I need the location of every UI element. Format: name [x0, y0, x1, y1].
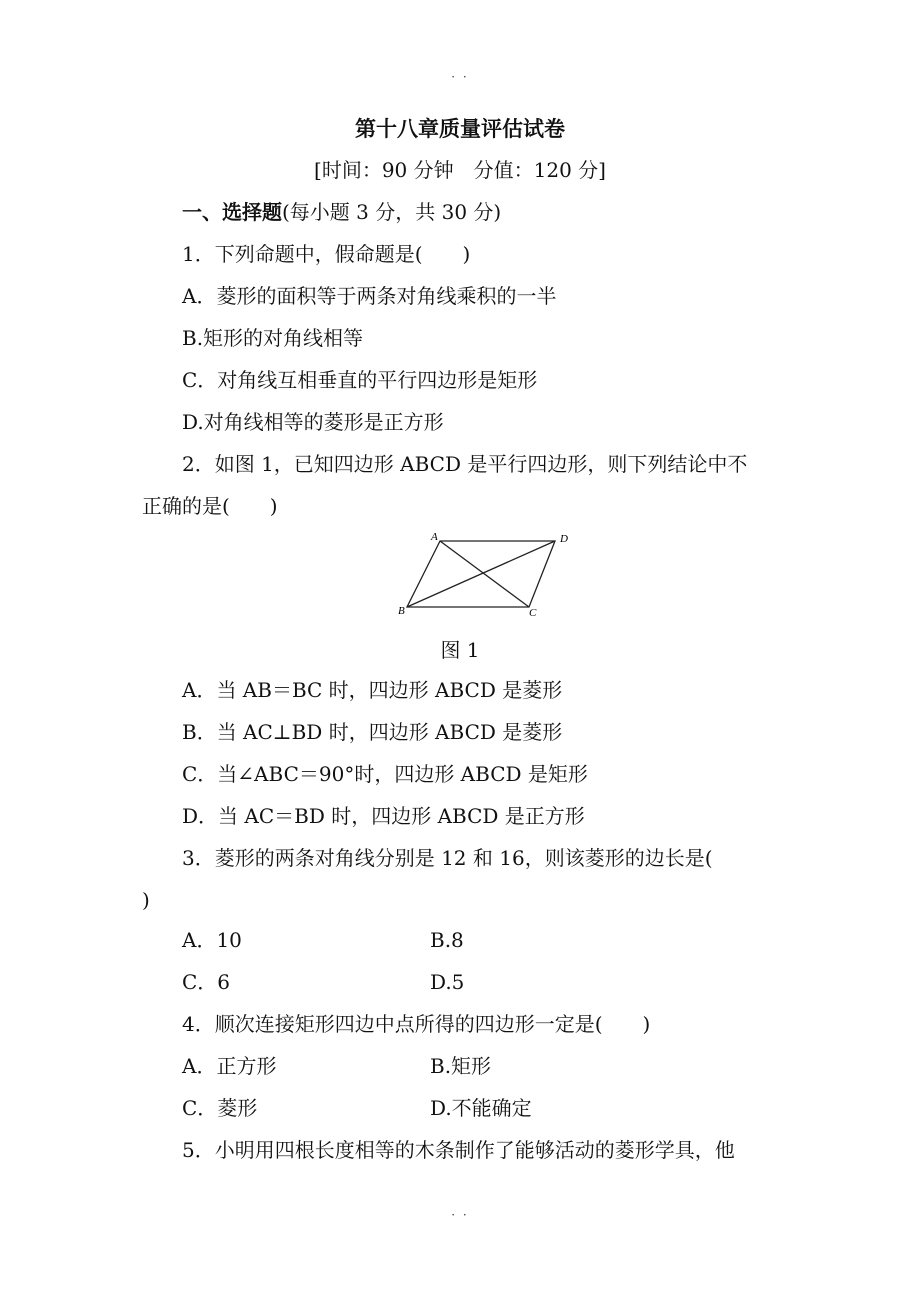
q3-option-d: D.5 [430, 970, 465, 994]
vertex-label-a: A [431, 531, 438, 543]
q4-stem: 4．顺次连接矩形四边中点所得的四边形一定是( ) [182, 1012, 651, 1036]
footer-dots: · · [451, 1208, 469, 1222]
q2-stem-line2: 正确的是( ) [142, 494, 278, 518]
vertex-label-b: B [398, 605, 405, 617]
q1-option-c: C．对角线互相垂直的平行四边形是矩形 [182, 368, 538, 392]
section-title: 一、选择题 [182, 200, 282, 224]
vertex-label-d: D [560, 533, 568, 545]
q1-option-b: B.矩形的对角线相等 [182, 326, 364, 350]
q4-option-b: B.矩形 [430, 1054, 492, 1078]
exam-info: [时间：90 分钟 分值：120 分] [314, 158, 606, 182]
diagonal-ac [440, 541, 529, 607]
q1-option-a: A．菱形的面积等于两条对角线乘积的一半 [182, 284, 557, 308]
q4-option-d: D.不能确定 [430, 1096, 532, 1120]
q2-stem-line1: 2．如图 1，已知四边形 ABCD 是平行四边形，则下列结论中不 [182, 452, 748, 476]
q2-option-a: A．当 AB＝BC 时，四边形 ABCD 是菱形 [182, 678, 563, 702]
q3-option-b: B.8 [430, 928, 464, 952]
q2-option-d: D．当 AC＝BD 时，四边形 ABCD 是正方形 [182, 804, 585, 828]
q1-option-d: D.对角线相等的菱形是正方形 [182, 410, 444, 434]
q5-stem-line1: 5．小明用四根长度相等的木条制作了能够活动的菱形学具，他 [182, 1138, 735, 1162]
q4-option-a: A．正方形 [182, 1054, 277, 1078]
figure-caption: 图 1 [440, 638, 480, 662]
q3-option-c: C．6 [182, 970, 231, 994]
section-note: (每小题 3 分，共 30 分) [282, 200, 502, 224]
section-heading [182, 198, 501, 226]
q1-stem: 1．下列命题中，假命题是( ) [182, 242, 471, 266]
q4-option-c: C．菱形 [182, 1096, 258, 1120]
q2-option-b: B．当 AC⊥BD 时，四边形 ABCD 是菱形 [182, 720, 563, 744]
q3-stem-line1: 3．菱形的两条对角线分别是 12 和 16，则该菱形的边长是( [182, 846, 713, 870]
q3-stem-line2: ) [142, 888, 150, 912]
header-dots: · · [451, 70, 469, 84]
parallelogram-figure [395, 530, 575, 618]
vertex-label-c: C [529, 607, 537, 618]
q3-option-a: A．10 [182, 928, 242, 952]
page-title: 第十八章质量评估试卷 [355, 116, 565, 141]
q2-option-c: C．当∠ABC＝90°时，四边形 ABCD 是矩形 [182, 762, 588, 786]
